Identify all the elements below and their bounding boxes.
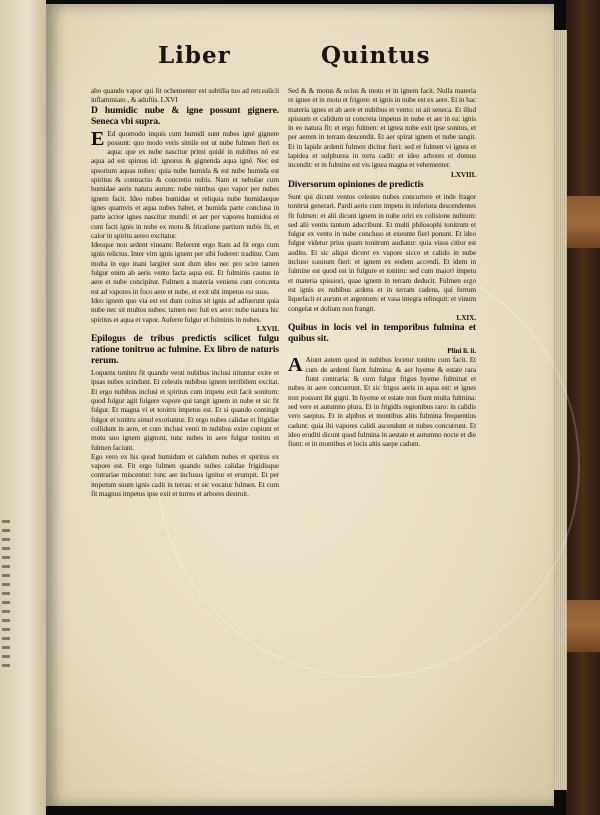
chapter-number: LXVII.: [256, 323, 279, 333]
paragraph: Sed & & motus & ocius & motu et in ignem facit. Nulla materia re ignee et in motu et frigore: et ignis in nube est ex aere. Et in hac materia ignes et ab aere et nubibus et vento: ut ait seneca. Et illud spissum et calidum ut concreta impetus in nube et aer in ea: ignis in eo natura fit: et ergo fulmen: et ignea nube exit ipse sonitus, et per aerem in terram descendit. Et aer spirat ignem et nube tangit. Et in lapide ardenti fulmen dicitur fieri: sed et fulmen vi ignea et lapidea et sulphurea in terra cadit: et ideo arbores et domus incendit: et in fulmine est vis ignea magna et vehementer.: [288, 86, 476, 170]
initial-letter: E: [91, 127, 105, 150]
leather-clasp-top: [566, 196, 600, 248]
paragraph: Loquens tonitru fit quando venti nubibus inclusi nituntur exire et ipsas nubes scindunt. Et celestis nubibus ignem terribilem excitat. Et ergo nubibus inclusi et spiritus cum impetu exit facit sonitum: quod fulgur agit fulgere vapore qui tangit ignem in nube et sic fit fulgur. Et magna vi et tonitru impetus est. Et si quando contingit fulgor et tonitru simul exoriuntur. Et ergo nubes calidae et frigidae collidunt in aere, et cum inclusi venti in nubibus exire cupiunt et motu suo ignem gignunt, tunc nubes in aere fulgur tonitru et fulmen faciunt.: [91, 368, 279, 452]
facing-page-edge: [0, 0, 46, 815]
manuscript-page: [46, 4, 554, 806]
running-head-left: Liber: [158, 42, 231, 69]
initial-letter: A: [288, 354, 303, 377]
chapter-heading: D humidic nube & igne possunt gignere. Seneca vbi supra.: [91, 105, 279, 127]
paragraph: A Aiunt autem quod in nubibus locetur tonitru cum facit. Et cum de ardenti fiunt fulmina: & aer hyeme & estate rara fiunt contraria: & cum fulgur frigus hyeme fulminat et nubes in aere concurrunt. Et sic frigus aeris in aqua est: et ignes non possunt ibi gigni. In hyeme et estate non fiunt multa fulmina: sed vere et autumno plura. Et in frigidis regionibus raro: in calidis vero saepius. Et in alpibus et montibus altis fulmina frequentius cadunt: quia ibi vapores calidi ascendunt et nubes concurrunt. Et ideo eruditi dicunt quod fulmina in aestate et autumno nocte et die fiunt: et in montibus et locis altis saepe cadunt.: [288, 354, 476, 449]
chapter-heading: Epilogus de tribus predictis scilicet fulgu ratione tonitruo ac fulmine. Ex libro de naturis rerum.: [91, 334, 279, 367]
text-column-left: [91, 86, 279, 768]
chapter-number: LXVIII.: [450, 169, 476, 179]
paragraph: Sunt qui dicunt ventos celestes nubes concurrere et inde fragor tonitrui generari. Pardi aeris cum impetu in inferiora descendentes fit fulmen: et alii dicunt ignem in nube oriri ex colisione nubium: sed alii ventis tantum adscribunt. Et multi philosophi tonitrum et fulgur ex vento in nube concluso et exeunte fieri ponunt. Et ideo fulgur videtur prius quam tonitrum audiatur: quia visus citior est auditu. Et sic aliqui dicunt ex vapore sicco et calido in nube incluso sonitum fieri: et ignem ex eodem accendi. Et idem in fulmine est quod est in fulgure et tonitru: sed cum maiori impetu et materia spissiori, quae ignem in terram deducit. Fulmen ergo est ignis ex nubibus ardens et in terram cadens, qui ferrum liquefacit et aurum et argentum: et vasa integra relinquit: et vinum congelat et dolium non frangit.: [288, 191, 476, 313]
book-cover-board: [566, 0, 600, 815]
chapter-number: LXIX.: [456, 312, 476, 322]
paragraph: Ideoque non ardent vineam: Referent ergo Itam ad fit ergo cum ignis relictus. Inter vim ignis ignem per sibi foderet: traditur. Cum multa in ego inani largiter sunt dum ideo nec pro scire tamen fulgur enim ab aeris vento facta aqua est. Et fulminis cautus in aere et nube concipitur. Fulmen a materia veniens cum concreta est ad vapores in foco aere et nube, et exit ubi impetus est suus.: [91, 240, 279, 296]
paragraph: Ego vero ex his quod humidum et calidum nubes et spiritus ex vapore est. Fit ergo fulmen quando nubes calidae frigidisque contrariae miscentur: tunc aer inclusus ignitur et erumpit. Et per impetum suum ignis cadit in terras: et sic vocatur fulmen. Et cum fit magnus impetus ipse exit et turres et arbores destruit.: [91, 451, 279, 498]
leather-clasp-bottom: [566, 600, 600, 652]
running-head: [46, 42, 554, 82]
page-block-edge: [553, 30, 567, 790]
paragraph: E Ed quomodo inquis cum humidi sunt nubes igné gignere possunt: quo modo veris simile est ut nube fulmen fieri ex aqua: que ex nube nascitur primi quidé in nubibus nó est aqua ad est spirsus id: ignorus & gignenda aqua igné. Nec est spsorium aquas nubes: quia nube humida & est nube humida est spiritus & contractio & concretio nubis. Nam et nebulae cum humidae aeris natura aurum: nube nimbus quo vapor per nubes ignem facit. Ideo nubes humidae et reliquia nube humidaeque ignes quamvis et aqua nubes habet, et humida parte conclusa in parte acrior ignes nascitur mundi: et aer per vapores humidos et cunt facti ignis in nube ex motu & fricatione partium nubis fit, et calor in spiritu aereo excitatur.: [91, 127, 279, 240]
paragraph: abo quando vapor qui fit ochementer est subtilia tuo ad retr.ealicii inflammiato , & aduftis. LXVI: [91, 86, 279, 105]
chapter-heading: Quibus in locis vel in temporibus fulmina et quibus sit.: [288, 323, 476, 345]
source-citation: Plini li. ii.: [447, 346, 476, 356]
text-column-right: [288, 86, 476, 768]
chapter-heading: Diversorum opiniones de predictis: [288, 179, 424, 190]
facing-page-text-edge: [2, 520, 10, 670]
running-head-right: Quintus: [321, 42, 431, 69]
paragraph: Ideo ignem quo via est est dum coitus sit ignis ad adfuerunt quia nube nec sit multos nubes: tamen nec fuit ex aere: nube natura hic spiritus et aqua et vapor. Auferre fulgur et fulminis in nubes.: [91, 295, 279, 324]
